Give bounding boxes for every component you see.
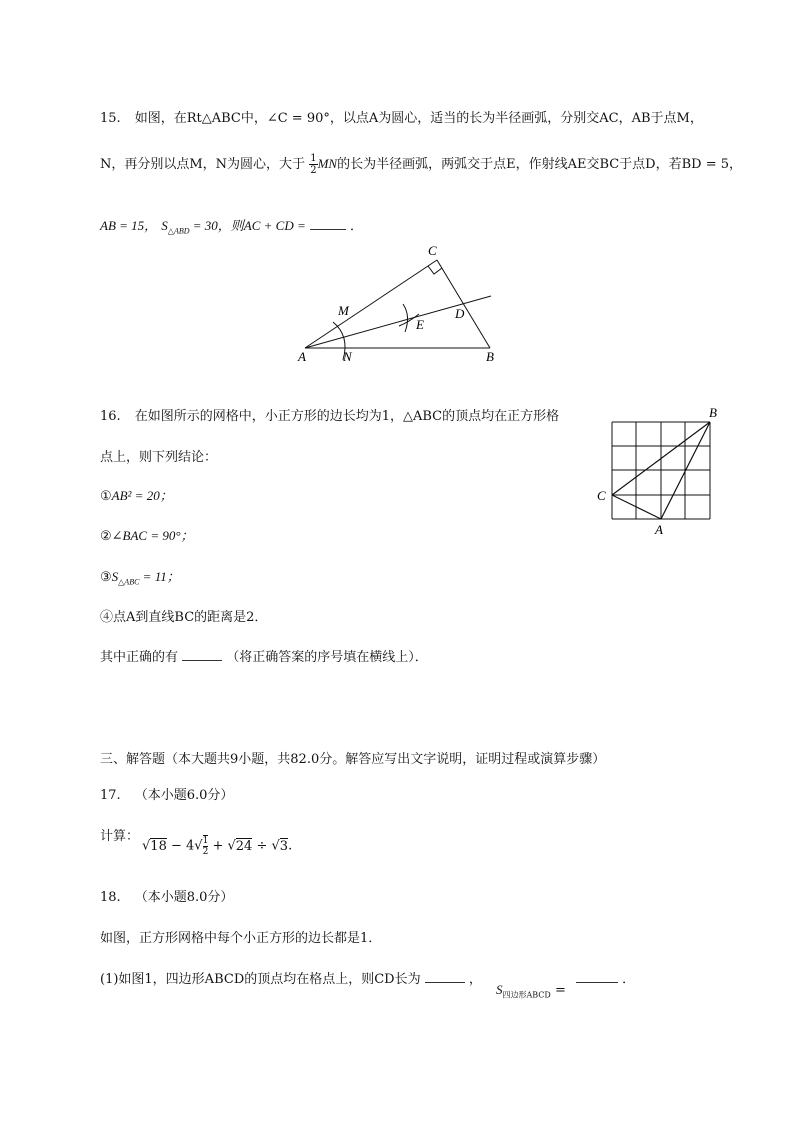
q15-area-sub: △ABD: [167, 226, 190, 236]
q18-part1-text-b: ，: [468, 972, 482, 987]
q18-area-sub: 四边形ABCD: [502, 990, 551, 1000]
q18-intro: [100, 927, 381, 946]
q16-choice-2: [100, 525, 194, 544]
q15-label-m: M: [338, 303, 349, 318]
q15-number: 15.: [100, 111, 121, 126]
q16-choice-4-text: 点A到直线BC的距离是2．: [113, 610, 268, 625]
q15-line3: [100, 215, 363, 236]
q16-grid-figure: [592, 404, 727, 539]
q16-answer-blank[interactable]: [182, 659, 222, 661]
q17-sqrt-3: √3: [271, 838, 289, 854]
q15-text-line2a: N，再分别以点M，N为圆心，大于: [100, 157, 306, 172]
q15-text-line3a: AB = 15，: [100, 218, 158, 233]
q18-number: 18.: [100, 890, 121, 905]
q15-answer-blank[interactable]: [310, 228, 346, 230]
q15-triangle-figure: [295, 238, 505, 368]
q17-period: .: [288, 838, 293, 854]
section-3-title-text: 三、解答题（本大题共9小题，共82.0分。解答应写出文字说明，证明过程或演算步骤）: [100, 752, 606, 767]
q17-minus-4: − 4: [166, 838, 195, 854]
q17-divide: ÷: [252, 838, 272, 854]
q15-arc-e1: [403, 304, 408, 332]
q18-score: （本小题8.0分）: [134, 890, 234, 905]
q17-calc-label-line: [100, 825, 139, 844]
q15-line2: [100, 153, 742, 176]
q16-choice-1-mark: ①: [100, 489, 112, 504]
q18-area-symbol: S: [496, 982, 503, 997]
q16-choice-3: [100, 566, 180, 587]
q15-text-end: ．: [350, 219, 364, 234]
q15-label-b: B: [486, 349, 494, 364]
q16-label-c: C: [597, 488, 606, 503]
q16-grid: [612, 422, 710, 519]
q16-choice-2-text: ∠BAC = 90°；: [111, 528, 194, 543]
q15-text-line1: 如图，在Rt△ABC中，∠C = 90°，以点A为圆心，适当的长为半径画弧，分别交AC，AB于点M，: [134, 111, 703, 126]
q15-label-a: A: [298, 349, 306, 364]
q16-choice-4-mark: ④: [100, 610, 114, 625]
q18-part1-text-a: (1)如图1，四边形ABCD的顶点均在格点上，则CD长为: [100, 972, 421, 987]
q17-expression: [142, 835, 292, 857]
q15-label-e: E: [416, 317, 424, 332]
q15-label-n: N: [343, 349, 352, 364]
q16-choice-3-mark: ③: [100, 570, 112, 585]
q15-line1: [100, 107, 703, 126]
q16-ask: [100, 646, 428, 665]
q18-header: [100, 886, 233, 905]
q16-label-b: B: [709, 405, 717, 420]
q18-cd-blank[interactable]: [425, 981, 465, 983]
q16-choice-2-mark: ②: [100, 529, 112, 544]
q17-calc-label: 计算：: [100, 829, 140, 844]
q16-line2: [100, 446, 217, 465]
q18-area-blank[interactable]: [576, 981, 618, 983]
section-3-title: [100, 748, 605, 767]
q16-choice-1: [100, 485, 173, 504]
q17-header: [100, 784, 233, 803]
q18-part1: [100, 968, 482, 987]
q17-score: （本小题6.0分）: [134, 788, 234, 803]
q16-text-line2: 点上，则下列结论：: [100, 450, 218, 465]
q16-choice-3-text: = 11；: [139, 569, 180, 584]
q17-sqrt-24: √24: [227, 838, 253, 854]
q16-ask-text-b: （将正确答案的序号填在横线上）．: [226, 650, 428, 665]
q17-sqrt-18: √18: [142, 838, 167, 854]
q18-part1-area: [496, 982, 566, 1001]
q17-half-frac: $\frac{1}{2}$: [202, 836, 209, 857]
q16-choice-3-sub: △ABC: [118, 577, 140, 587]
q15-label-d: D: [455, 306, 465, 321]
q15-right-angle-mark: [428, 266, 442, 274]
q15-area-symbol: S: [161, 218, 168, 233]
q16-text-line1: 在如图所示的网格中，小正方形的边长均为1，△ABC的顶点均在正方形格: [134, 409, 560, 424]
q18-intro-text: 如图，正方形网格中每个小正方形的边长都是1．: [100, 931, 382, 946]
q18-area-eq: =: [550, 983, 566, 998]
q17-plus: +: [208, 838, 228, 854]
q18-part1-end: ．: [622, 972, 636, 987]
q16-ask-text-a: 其中正确的有: [100, 650, 179, 665]
q18-area-blank-line: [576, 968, 635, 987]
q16-number: 16.: [100, 409, 121, 424]
q16-choice-4: [100, 606, 267, 625]
q16-line1: [100, 405, 559, 424]
q16-choice-3-area: S: [111, 569, 119, 584]
q17-number: 17.: [100, 788, 121, 803]
q15-frac-den: 2: [310, 165, 317, 176]
q16-label-a: A: [655, 522, 663, 537]
q15-text-line2c: 的长为半径画弧，两弧交于点E，作射线AE交BC于点D，若BD = 5，: [337, 157, 743, 172]
q15-ray-ae: [305, 296, 491, 348]
q15-frac-num: 1: [310, 153, 317, 164]
q15-text-mn: MN: [317, 156, 338, 171]
q17-sqrt-half: √ $\frac{1}{2}$: [194, 836, 209, 857]
q15-side-ac: [305, 260, 437, 348]
q15-text-line3b: = 30，则AC + CD =: [189, 218, 306, 233]
q16-choice-1-text: AB² = 20；: [111, 488, 173, 503]
q15-label-c: C: [428, 243, 437, 258]
q15-fraction: [309, 153, 317, 176]
